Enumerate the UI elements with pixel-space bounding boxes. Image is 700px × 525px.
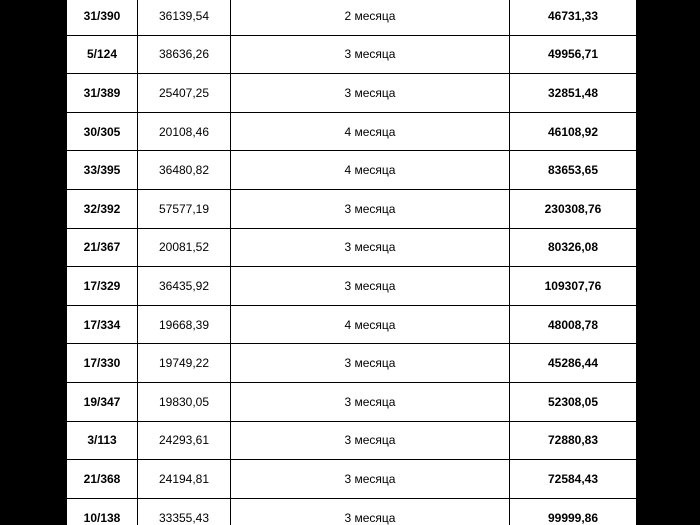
cell-amount: 19749,22	[138, 344, 231, 383]
cell-total: 230308,76	[510, 189, 637, 228]
table-row	[67, 151, 637, 190]
table-row	[67, 189, 637, 228]
table-row	[67, 0, 637, 35]
table-row	[67, 305, 637, 344]
cell-total: 72880,83	[510, 421, 637, 460]
table-row	[67, 421, 637, 460]
cell-term: 4 месяца	[231, 151, 510, 190]
cell-id: 17/334	[67, 305, 138, 344]
cell-total: 46731,33	[510, 0, 637, 35]
cell-id: 17/330	[67, 344, 138, 383]
cell-total: 45286,44	[510, 344, 637, 383]
cell-amount: 38636,26	[138, 35, 231, 74]
cell-amount: 25407,25	[138, 74, 231, 113]
cell-id: 3/113	[67, 421, 138, 460]
cell-id: 10/138	[67, 498, 138, 525]
cell-total: 32851,48	[510, 74, 637, 113]
right-edge-bar	[636, 0, 700, 525]
table-row	[67, 112, 637, 151]
cell-amount: 57577,19	[138, 189, 231, 228]
table-row	[67, 498, 637, 525]
cell-amount: 36435,92	[138, 267, 231, 306]
cell-id: 33/395	[67, 151, 138, 190]
table-body	[67, 0, 637, 525]
cell-term: 3 месяца	[231, 228, 510, 267]
table-row	[67, 228, 637, 267]
cell-amount: 33355,43	[138, 498, 231, 525]
cell-term: 4 месяца	[231, 112, 510, 151]
cell-total: 52308,05	[510, 382, 637, 421]
cell-id: 19/347	[67, 382, 138, 421]
cell-term: 3 месяца	[231, 267, 510, 306]
cell-id: 32/392	[67, 189, 138, 228]
cell-term: 3 месяца	[231, 189, 510, 228]
cell-id: 31/389	[67, 74, 138, 113]
table-row	[67, 460, 637, 499]
cell-amount: 36139,54	[138, 0, 231, 35]
table-row	[67, 35, 637, 74]
data-table	[66, 0, 637, 525]
cell-term: 3 месяца	[231, 344, 510, 383]
cell-term: 3 месяца	[231, 498, 510, 525]
cell-total: 46108,92	[510, 112, 637, 151]
cell-term: 3 месяца	[231, 74, 510, 113]
cell-id: 30/305	[67, 112, 138, 151]
cell-amount: 19668,39	[138, 305, 231, 344]
cell-amount: 19830,05	[138, 382, 231, 421]
cell-total: 99999,86	[510, 498, 637, 525]
cell-total: 72584,43	[510, 460, 637, 499]
table-row	[67, 74, 637, 113]
cell-id: 5/124	[67, 35, 138, 74]
cell-id: 21/368	[67, 460, 138, 499]
table-row	[67, 344, 637, 383]
cell-total: 49956,71	[510, 35, 637, 74]
cell-amount: 20108,46	[138, 112, 231, 151]
cell-total: 48008,78	[510, 305, 637, 344]
cell-term: 3 месяца	[231, 382, 510, 421]
cell-total: 83653,65	[510, 151, 637, 190]
cell-term: 2 месяца	[231, 0, 510, 35]
table-row	[67, 382, 637, 421]
cell-total: 80326,08	[510, 228, 637, 267]
cell-term: 4 месяца	[231, 305, 510, 344]
cell-amount: 36480,82	[138, 151, 231, 190]
cell-id: 17/329	[67, 267, 138, 306]
cell-id: 31/390	[67, 0, 138, 35]
cell-id: 21/367	[67, 228, 138, 267]
cell-total: 109307,76	[510, 267, 637, 306]
cell-term: 3 месяца	[231, 421, 510, 460]
cell-term: 3 месяца	[231, 35, 510, 74]
cell-amount: 24194,81	[138, 460, 231, 499]
cell-amount: 24293,61	[138, 421, 231, 460]
cell-amount: 20081,52	[138, 228, 231, 267]
table-row	[67, 267, 637, 306]
cell-term: 3 месяца	[231, 460, 510, 499]
left-edge-bar	[0, 0, 66, 525]
